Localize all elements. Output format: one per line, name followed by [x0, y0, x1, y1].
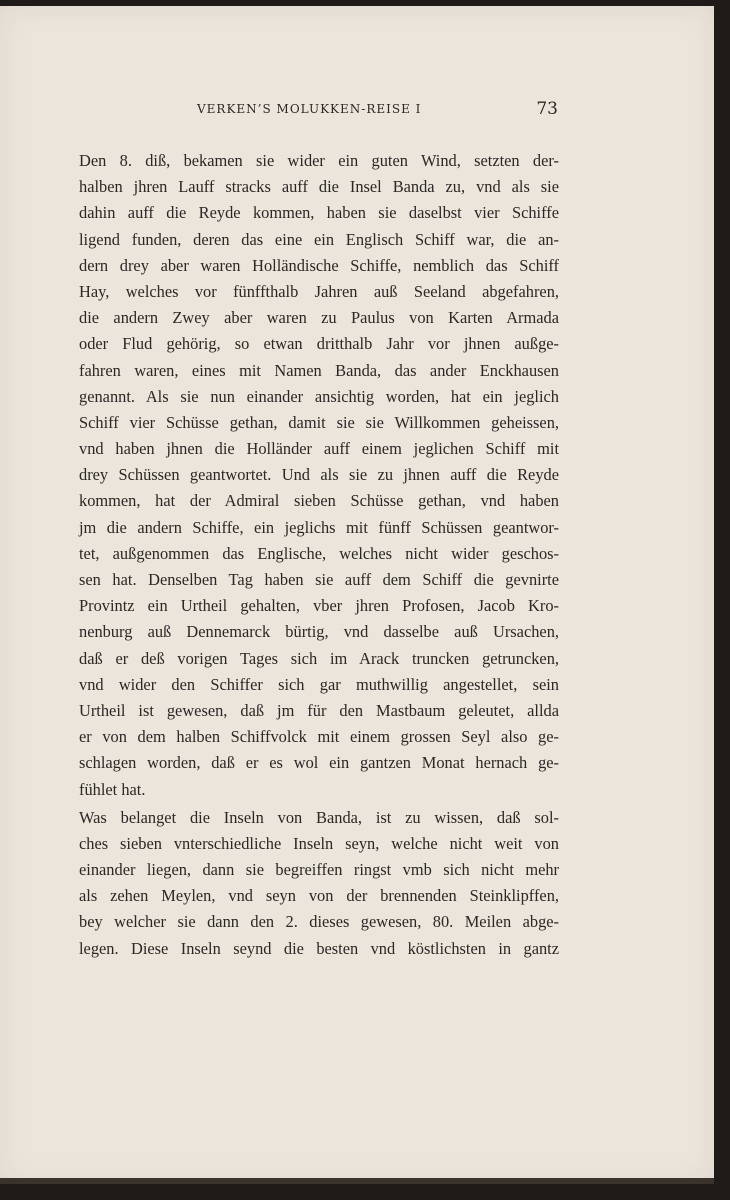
text-line: genannt. Als sie nun einander ansichtig worden, hat ein jeglich	[79, 386, 559, 406]
text-line: fühlet hat.	[79, 779, 146, 799]
text-line: dahin auff die Reyde kommen, haben sie daselbst vier Schiffe	[79, 203, 559, 223]
text-line: schlagen worden, daß er es wol ein gantzen Monat hernach ge-	[79, 753, 559, 773]
text-line: er von dem halben Schiffvolck mit einem grossen Seyl also ge-	[79, 727, 559, 747]
text-line: nenburg auß Dennemarck bürtig, vnd dasselbe auß Ursachen,	[79, 622, 559, 642]
book-page	[0, 6, 714, 1184]
text-line: dern drey aber waren Holländische Schiffe, nemblich das Schiff	[79, 255, 559, 275]
text-line: drey Schüssen geantwortet. Und als sie zu jhnen auff die Reyde	[79, 465, 559, 485]
text-line: Hay, welches vor fünffthalb Jahren auß Seeland abgefahren,	[79, 281, 559, 301]
text-line: Urtheil ist gewesen, daß jm für den Mastbaum geleutet, allda	[79, 700, 559, 720]
text-line: tet, außgenommen das Englische, welches nicht wider geschos-	[79, 543, 559, 563]
text-line: Den 8. diß, bekamen sie wider ein guten Wind, setzten der-	[79, 151, 559, 170]
text-line: bey welcher sie dann den 2. dieses gewesen, 80. Meilen abge-	[79, 912, 559, 932]
text-line: die andern Zwey aber waren zu Paulus von Karten Armada	[79, 308, 559, 328]
text-line: vnd wider den Schiffer sich gar muthwillig angestellet, sein	[79, 674, 559, 694]
text-line: Provintz ein Urtheil gehalten, vber jhren Profosen, Jacob Kro-	[79, 596, 559, 616]
text-line: als zehen Meylen, vnd seyn von der brennenden Steinklipffen,	[79, 886, 559, 906]
text-line: Was belanget die Inseln von Banda, ist zu wissen, daß sol-	[79, 807, 559, 827]
text-line: oder Flud gehörig, so etwan dritthalb Jahr vor jhnen außge-	[79, 334, 559, 354]
text-line: fahren waren, eines mit Namen Banda, das ander Enckhausen	[79, 360, 559, 380]
running-head: VERKEN’S MOLUKKEN-REISE I	[197, 102, 422, 116]
page-number: 73	[536, 99, 558, 119]
paragraph-1	[79, 148, 559, 803]
text-line: ligend funden, deren das eine ein Englisch Schiff war, die an-	[79, 229, 559, 249]
text-line: ches sieben vnterschiedliche Inseln seyn, welche nicht weit von	[79, 833, 559, 853]
text-line: jm die andern Schiffe, ein jeglichs mit fünff Schüssen geantwor-	[79, 517, 559, 537]
paragraph-2	[79, 805, 559, 962]
text-line: sen hat. Denselben Tag haben sie auff dem Schiff die gevnirte	[79, 570, 559, 589]
body-text	[79, 148, 559, 962]
text-line: einander liegen, dann sie begreiffen ringst vmb sich nicht mehr	[79, 860, 559, 880]
text-line: kommen, hat der Admiral sieben Schüsse gethan, vnd haben	[79, 491, 559, 511]
text-line: vnd haben jhnen die Holländer auff einem jeglichen Schiff mit	[79, 439, 559, 459]
text-line: Schiff vier Schüsse gethan, damit sie sie Willkommen geheissen,	[79, 412, 559, 432]
text-line: legen. Diese Inseln seynd die besten vnd köstlichsten in gantz	[79, 938, 559, 958]
text-line: daß er deß vorigen Tages sich im Arack truncken getruncken,	[79, 648, 559, 668]
text-line: halben jhren Lauff stracks auff die Insel Banda zu, vnd als sie	[79, 177, 559, 197]
